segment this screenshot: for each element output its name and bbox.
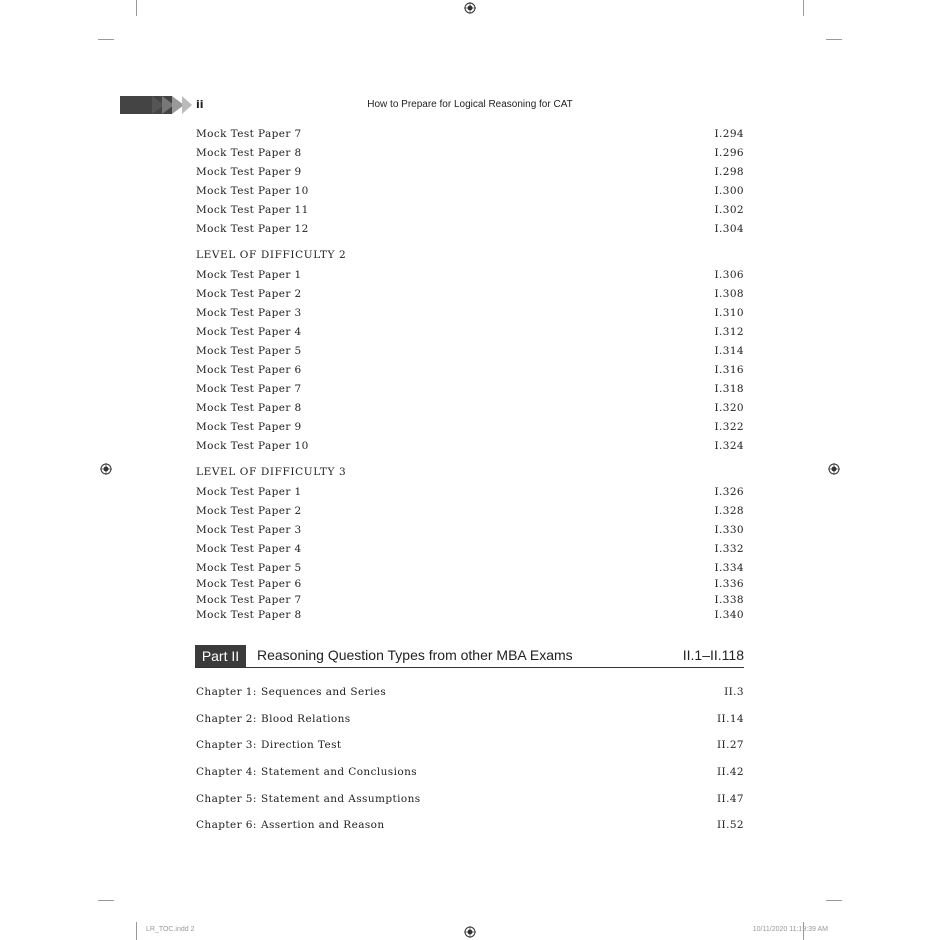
chapter-page: II.47: [717, 793, 744, 805]
toc-entry[interactable]: [196, 485, 744, 499]
chapter-page: II.27: [717, 739, 744, 751]
toc-entry-label: Mock Test Paper 2: [196, 505, 302, 517]
chapter-name: Direction Test: [261, 739, 342, 751]
toc-entry[interactable]: [196, 608, 744, 622]
chapter-name: Sequences and Series: [261, 686, 387, 698]
chapter-entry[interactable]: [196, 765, 744, 779]
crop-mark: [136, 0, 137, 16]
crop-mark: [826, 900, 842, 901]
toc-entry-page: I.326: [714, 486, 744, 498]
crop-mark: [826, 39, 842, 40]
toc-entry[interactable]: [196, 577, 744, 591]
toc-entry[interactable]: [196, 561, 744, 575]
toc-entry-page: I.300: [714, 185, 744, 197]
page-number: ii: [196, 98, 204, 111]
toc-entry-page: I.302: [714, 204, 744, 216]
registration-mark-icon: [464, 926, 476, 938]
toc-entry-page: I.336: [714, 578, 744, 590]
toc-entry[interactable]: [196, 222, 744, 236]
toc-entry[interactable]: [196, 382, 744, 396]
chapter-number: Chapter 4:: [196, 766, 257, 778]
toc-entry-page: I.316: [714, 364, 744, 376]
toc-entry-page: I.320: [714, 402, 744, 414]
chapter-name: Blood Relations: [261, 713, 351, 725]
chapter-entry[interactable]: [196, 792, 744, 806]
chapter-name: Statement and Conclusions: [261, 766, 418, 778]
toc-entry[interactable]: [196, 287, 744, 301]
toc-entry[interactable]: [196, 504, 744, 518]
toc-entry-page: I.340: [714, 609, 744, 621]
toc-entry-label: Mock Test Paper 8: [196, 147, 302, 159]
toc-entry-label: Mock Test Paper 2: [196, 288, 302, 300]
toc-entry-page: I.294: [714, 128, 744, 140]
toc-entry-page: I.298: [714, 166, 744, 178]
chapter-entry[interactable]: [196, 685, 744, 699]
crop-mark: [136, 922, 137, 940]
toc-entry[interactable]: [196, 184, 744, 198]
crop-mark: [98, 900, 114, 901]
toc-entry-label: Mock Test Paper 11: [196, 204, 309, 216]
toc-entry-page: I.338: [714, 594, 744, 606]
section-heading: LEVEL OF DIFFICULTY 3: [196, 466, 347, 478]
registration-mark-icon: [100, 463, 112, 475]
toc-entry-page: I.332: [714, 543, 744, 555]
toc-entry-label: Mock Test Paper 7: [196, 383, 302, 395]
registration-mark-icon: [464, 2, 476, 14]
toc-entry-label: Mock Test Paper 3: [196, 524, 302, 536]
toc-entry-page: I.308: [714, 288, 744, 300]
toc-entry-label: Mock Test Paper 8: [196, 402, 302, 414]
chapter-name: Statement and Assumptions: [261, 793, 421, 805]
toc-entry-label: Mock Test Paper 7: [196, 128, 302, 140]
toc-entry-page: I.328: [714, 505, 744, 517]
toc-entry-page: I.324: [714, 440, 744, 452]
part-divider: [195, 667, 744, 668]
part-title[interactable]: Reasoning Question Types from other MBA Exams: [257, 647, 573, 663]
chapter-entry[interactable]: [196, 738, 744, 752]
toc-entry-label: Mock Test Paper 1: [196, 269, 302, 281]
chapter-entry[interactable]: [196, 818, 744, 832]
chapter-number: Chapter 6:: [196, 819, 257, 831]
toc-entry-label: Mock Test Paper 10: [196, 185, 309, 197]
toc-entry[interactable]: [196, 401, 744, 415]
chapter-page: II.3: [724, 686, 744, 698]
toc-entry-label: Mock Test Paper 9: [196, 166, 302, 178]
part-label: Part II: [195, 645, 246, 667]
toc-entry-page: I.330: [714, 524, 744, 536]
toc-entry-page: I.310: [714, 307, 744, 319]
toc-entry[interactable]: [196, 306, 744, 320]
chapter-page: II.14: [717, 713, 744, 725]
section-heading: LEVEL OF DIFFICULTY 2: [196, 249, 347, 261]
toc-entry-label: Mock Test Paper 10: [196, 440, 309, 452]
chapter-number: Chapter 1:: [196, 686, 257, 698]
crop-mark: [803, 0, 804, 16]
toc-entry[interactable]: [196, 127, 744, 141]
toc-entry-label: Mock Test Paper 6: [196, 364, 302, 376]
toc-entry[interactable]: [196, 146, 744, 160]
chapter-number: Chapter 2:: [196, 713, 257, 725]
toc-entry-page: I.304: [714, 223, 744, 235]
registration-mark-icon: [828, 463, 840, 475]
toc-entry[interactable]: [196, 523, 744, 537]
toc-entry-page: I.306: [714, 269, 744, 281]
toc-entry[interactable]: [196, 593, 744, 607]
toc-entry-page: I.318: [714, 383, 744, 395]
toc-entry-label: Mock Test Paper 1: [196, 486, 302, 498]
toc-entry[interactable]: [196, 420, 744, 434]
toc-entry-page: I.312: [714, 326, 744, 338]
chapter-number: Chapter 5:: [196, 793, 257, 805]
toc-entry-label: Mock Test Paper 6: [196, 578, 302, 590]
toc-entry[interactable]: [196, 203, 744, 217]
toc-entry[interactable]: [196, 542, 744, 556]
toc-entry-label: Mock Test Paper 12: [196, 223, 309, 235]
toc-entry-label: Mock Test Paper 5: [196, 345, 302, 357]
toc-entry[interactable]: [196, 165, 744, 179]
toc-entry-label: Mock Test Paper 7: [196, 594, 302, 606]
toc-entry-page: I.322: [714, 421, 744, 433]
print-timestamp: 10/11/2020 11:19:39 AM: [752, 926, 828, 933]
toc-entry-page: I.334: [714, 562, 744, 574]
chapter-name: Assertion and Reason: [261, 819, 385, 831]
toc-entry-label: Mock Test Paper 4: [196, 543, 302, 555]
toc-entry[interactable]: [196, 268, 744, 282]
chapter-entry[interactable]: [196, 712, 744, 726]
chapter-page: II.52: [717, 819, 744, 831]
toc-entry-label: Mock Test Paper 4: [196, 326, 302, 338]
toc-entry-label: Mock Test Paper 9: [196, 421, 302, 433]
toc-entry-label: Mock Test Paper 5: [196, 562, 302, 574]
toc-entry[interactable]: [196, 344, 744, 358]
running-title: How to Prepare for Logical Reasoning for CAT: [367, 99, 573, 110]
file-slug: LR_TOC.indd 2: [146, 926, 195, 933]
toc-entry-label: Mock Test Paper 3: [196, 307, 302, 319]
toc-entry-page: I.296: [714, 147, 744, 159]
chapter-number: Chapter 3:: [196, 739, 257, 751]
chapter-page: II.42: [717, 766, 744, 778]
toc-entry[interactable]: [196, 363, 744, 377]
toc-entry[interactable]: [196, 439, 744, 453]
toc-entry-label: Mock Test Paper 8: [196, 609, 302, 621]
toc-entry-page: I.314: [714, 345, 744, 357]
crop-mark: [98, 39, 114, 40]
toc-entry[interactable]: [196, 325, 744, 339]
part-page-range: II.1–II.118: [682, 647, 744, 663]
